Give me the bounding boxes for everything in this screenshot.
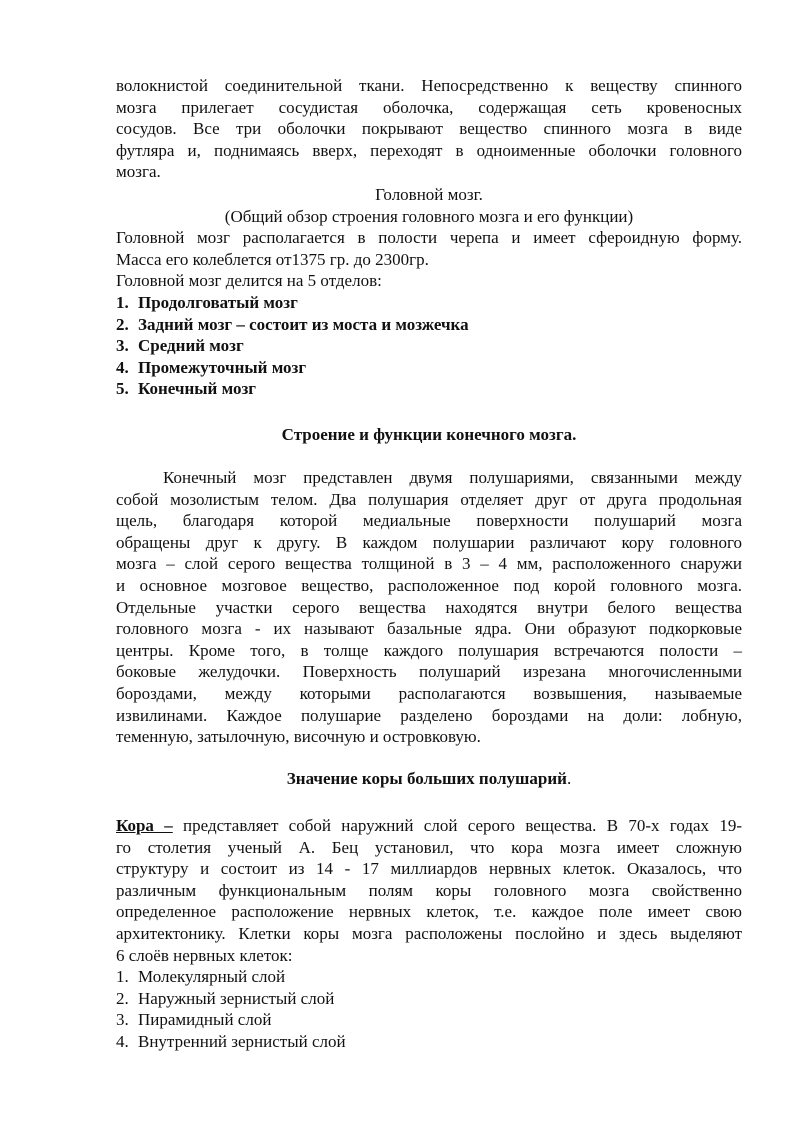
list-item xyxy=(116,335,742,357)
text-line: футляра и, поднимаясь вверх, переходят в одноименные оболочки головного xyxy=(116,140,742,160)
list-item xyxy=(116,966,742,988)
list-number: 3. xyxy=(116,336,129,356)
text-line: мозга – слой серого вещества толщиной в 3 – 4 мм, расположенного снаружи xyxy=(116,554,742,574)
text-line: 6 слоёв нервных клеток: xyxy=(116,945,293,965)
brain-divisions-list xyxy=(116,292,742,400)
text-line: Отдельные участки серого вещества находятся внутри белого вещества xyxy=(116,597,742,617)
list-item xyxy=(116,1009,742,1031)
text-line: бороздами, между которыми располагаются возвышения, называемые xyxy=(116,683,742,703)
text-line-rest: представляет собой наружний слой серого вещества. В 70-х годах 19- xyxy=(172,816,742,835)
text-line: мозга прилегает сосудистая оболочка, содержащая сеть кровеносных xyxy=(116,97,742,117)
text-line: различным функциональным полям коры головного мозга свойственно xyxy=(116,880,742,900)
section-subtitle: (Общий обзор строения головного мозга и его функции) xyxy=(224,206,634,226)
cortex-heading-text: Значение коры больших полушарий xyxy=(286,769,567,788)
cortex-paragraph xyxy=(116,815,742,1053)
section-title: Головной мозг. xyxy=(375,185,483,204)
list-item xyxy=(116,314,742,336)
text-line: структуру и состоит из 14 - 17 миллиардов нервных клеток. Оказалось, что xyxy=(116,859,742,879)
list-item xyxy=(116,378,742,400)
list-text: Продолговатый мозг xyxy=(138,292,298,312)
cortex-term: Кора – xyxy=(116,816,173,835)
cortex-heading-dot: . xyxy=(566,769,572,788)
text-line: сосудов. Все три оболочки покрывают вещество спинного мозга в виде xyxy=(116,119,742,139)
cortex-heading xyxy=(116,768,742,790)
list-text: Молекулярный слой xyxy=(138,967,286,987)
list-number: 2. xyxy=(116,988,129,1008)
text-line: го столетия ученый А. Бец установил, что кора мозга имеет сложную xyxy=(116,837,742,857)
text-line: головного мозга - их называют базальные ядра. Они образуют подкорковые xyxy=(116,619,742,639)
text-line: Масса его колеблется от1375 гр. до 2300гр. xyxy=(116,249,429,269)
cortex-layers-list xyxy=(116,966,742,1052)
text-line: Конечный мозг представлен двумя полушариями, связанными между xyxy=(163,468,742,487)
intro-paragraph xyxy=(116,75,742,183)
text-line: Головной мозг делится на 5 отделов: xyxy=(116,271,382,291)
text-line: обращены друг к другу. В каждом полушарии различают кору головного xyxy=(116,532,742,552)
text-line: Головной мозг располагается в полости черепа и имеет сфероидную форму. xyxy=(116,228,742,248)
list-text: Задний мозг – состоит из моста и мозжечка xyxy=(138,314,469,334)
list-number: 1. xyxy=(116,967,129,987)
text-line: извилинами. Каждое полушарие разделено бороздами на доли: лобную, xyxy=(116,705,742,725)
list-item xyxy=(116,1031,742,1053)
text-line: определенное расположение нервных клеток, т.е. каждое поле имеет свою xyxy=(116,902,742,922)
brain-overview-section xyxy=(116,184,742,400)
list-text: Пирамидный слой xyxy=(138,1010,272,1030)
text-line: волокнистой соединительной ткани. Непосредственно к веществу спинного xyxy=(116,76,742,95)
text-line: собой мозолистым телом. Два полушария отделяет друг от друга продольная xyxy=(116,489,742,509)
list-item xyxy=(116,357,742,379)
text-line: боковые желудочки. Поверхность полушарий изрезана многочисленными xyxy=(116,662,742,682)
list-number: 3. xyxy=(116,1010,129,1030)
list-text: Внутренний зернистый слой xyxy=(138,1031,346,1051)
list-item xyxy=(116,988,742,1010)
list-number: 4. xyxy=(116,1031,129,1051)
telencephalon-heading: Строение и функции конечного мозга. xyxy=(281,425,577,444)
list-text: Наружный зернистый слой xyxy=(138,988,335,1008)
list-number: 4. xyxy=(116,357,129,377)
text-line: теменную, затылочную, височную и островковую. xyxy=(116,727,481,747)
telencephalon-paragraph xyxy=(116,467,742,748)
text-line: щель, благодаря которой медиальные поверхности полушарий мозга xyxy=(116,511,742,531)
text-line: центры. Кроме того, в толще каждого полушария встречаются полости – xyxy=(116,640,742,660)
list-number: 1. xyxy=(116,292,129,312)
list-text: Промежуточный мозг xyxy=(138,357,307,377)
text-line: архитектонику. Клетки коры мозга расположены послойно и здесь выделяют xyxy=(116,923,742,943)
text-line xyxy=(116,815,742,837)
list-item xyxy=(116,292,742,314)
list-number: 5. xyxy=(116,379,129,399)
list-text: Конечный мозг xyxy=(138,379,257,399)
text-line: и основное мозговое вещество, расположенное под корой головного мозга. xyxy=(116,575,742,595)
list-text: Средний мозг xyxy=(138,336,244,356)
text-line: мозга. xyxy=(116,162,161,182)
list-number: 2. xyxy=(116,314,129,334)
